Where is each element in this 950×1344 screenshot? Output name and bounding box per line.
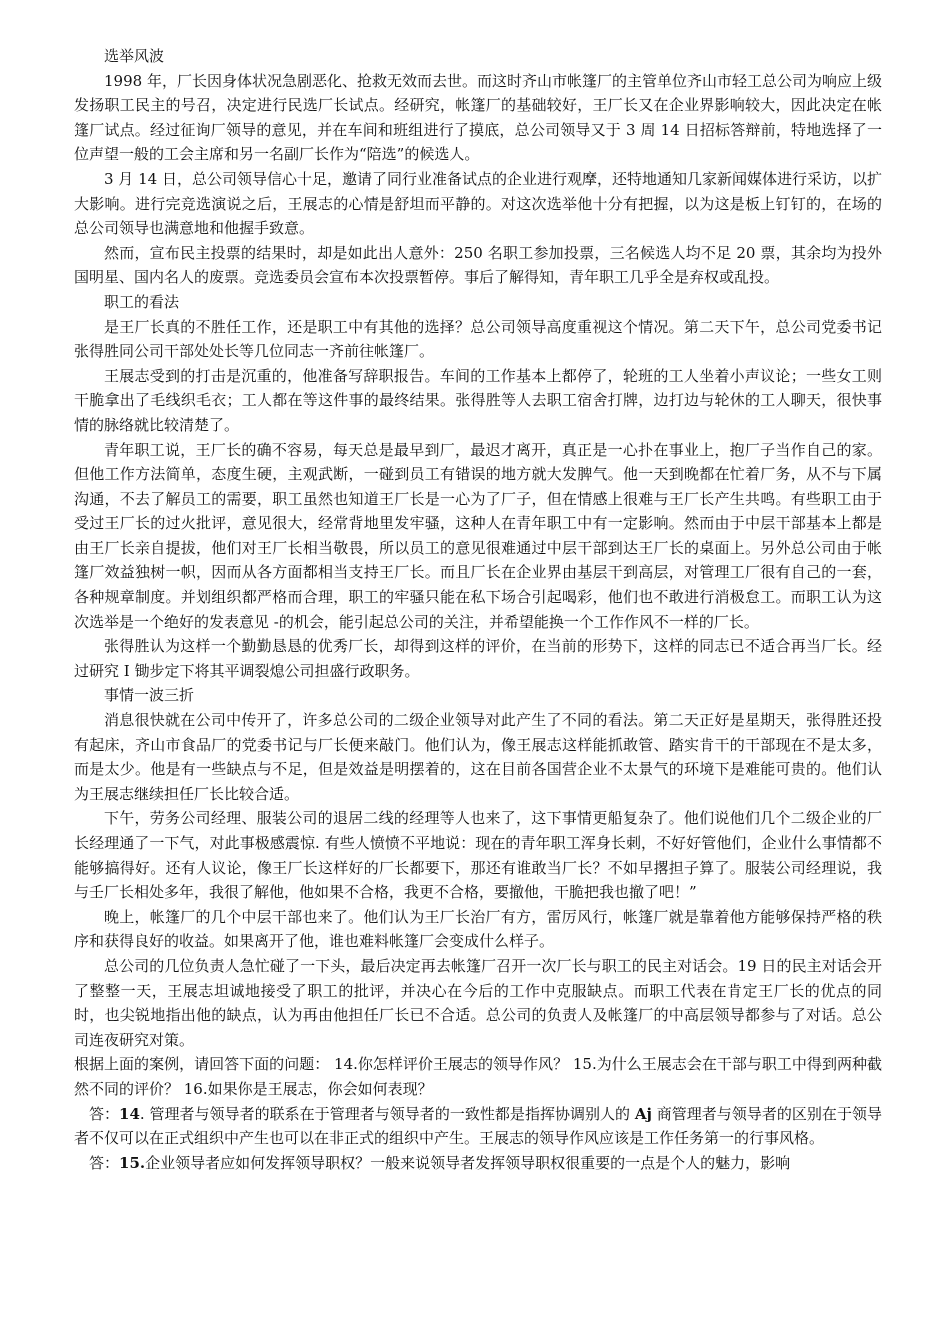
paragraph: 张得胜认为这样一个勤勤恳恳的优秀厂长，却得到这样的评价，在当前的形势下，这样的同志已不适合再当厂长。经过研究 I 锄步定下将其平调裂熄公司担盛行政职务。 <box>74 637 882 680</box>
paragraph: 王展志受到的打击是沉重的，他准备写辞职报告。车间的工作基本上都停了，轮班的工人坐着小声议论；一些女工则干脆拿出了毛线织毛衣；工人都在等这件事的最终结果。张得胜等人去职工宿舍打牌，边打边与轮休的工人聊天，很快事情的脉络就比较清楚了。 <box>74 366 882 434</box>
answer-bold-token: Aj <box>634 1104 652 1123</box>
paragraph: 总公司的几位负责人急忙碰了一下头，最后决定再去帐篷厂召开一次厂长与职工的民主对话会。19 日的民主对话会开了整整一天，王展志坦诚地接受了职工的批评，并决心在今后的工作中克服缺点。而职工代表在肯定王厂长的优点的同时，也尖锐地指出他的缺点，认为再由他担任厂长已不合适。总公司的负责人及帐篷厂的中高层领导都参与了对话。总公司连夜研究对策。 <box>74 956 882 1049</box>
paragraph: 青年职工说，王厂长的确不容易，每天总是最早到厂，最迟才离开，真正是一心扑在事业上，抱厂子当作自己的家。但他工作方法简单，态度生硬，主观武断，一碰到员工有错误的地方就大发脾气。他一天到晚都在忙着厂务，从不与下属沟通，不去了解员工的需要，职工虽然也知道王厂长是一心为了厂子，但在情感上很难与王厂长产生共鸣。有些职工由于受过王厂长的过火批评，意见很大，经常背地里发牢骚，这种人在青年职工中有一定影响。然而由于中层干部基本上都是由王厂长亲自提拔，他们对王厂长相当敬畏，所以员工的意见很难通过中层干部到达王厂长的桌面上。另外总公司由于帐篷厂效益独树一帜，因而从各方面都相当支持王厂长。而且厂长在企业界由基层干到高层，对管理工厂很有自己的一套，各种规章制度。并划组织都严格而合理，职工的牢骚只能在私下场合引起喝彩，他们也不敢进行消极怠工。而职工认为这次选举是一个绝好的发表意见 -的机会，能引起总公司的关注，并希望能换一个工作作风不一样的厂长。 <box>74 440 882 631</box>
paragraph: 是王厂长真的不胜任工作，还是职工中有其他的选择？总公司领导高度重视这个情况。第二天下午，总公司党委书记张得胜同公司干部处处长等几位同志一齐前往帐篷厂。 <box>74 317 882 361</box>
answer-15 <box>74 1151 882 1176</box>
section-title-staff-views: 职工的看法 <box>104 292 180 311</box>
answer-prefix: 答： <box>89 1153 120 1172</box>
answer-text: . 管理者与领导者的联系在于管理者与领导者的一致性都是指挥协调别人的 <box>139 1104 635 1123</box>
paragraph: 消息很快就在公司中传开了，许多总公司的二级企业领导对此产生了不同的看法。第二天正好是星期天，张得胜还投有起床，齐山市食品厂的党委书记与厂长便来敲门。他们认为，像王展志这样能抓敢管、踏实肯干的干部现在不是太多，而是太少。他是有一些缺点与不足，但是效益是明摆着的，这在目前各国营企业不太景气的环境下是难能可贵的。他们认为王展志继续担任厂长比较合适。 <box>74 711 882 803</box>
paragraph: 晚上，帐篷厂的几个中层干部也来了。他们认为王厂长治厂有方，雷厉风行，帐篷厂就是靠着他方能够保持严格的秩序和获得良好的收益。如果离开了他，谁也难料帐篷厂会变成什么样子。 <box>74 907 882 951</box>
answer-number: 15. <box>119 1153 146 1172</box>
document-page <box>74 44 882 1175</box>
section-title-election: 选举风波 <box>104 47 165 65</box>
answer-prefix: 答： <box>89 1104 120 1123</box>
answer-number: 14 <box>119 1104 140 1123</box>
answer-text: 企业领导者应如何发挥领导职权？一般来说领导者发挥领导职权很重要的一点是个人的魅力，影响 <box>145 1153 791 1172</box>
paragraph: 然而，宣布民主投票的结果时，却是如此出人意外：250 名职工参加投票，三名候选人均不足 20 票，其余均为投外国明星、国内名人的废票。竞选委员会宣布本次投票暂停。事后了解得知，青年职工几乎全是弃权或乱投。 <box>74 243 882 287</box>
section-title-twists: 事情一波三折 <box>104 686 195 705</box>
paragraph: 1998 年，厂长因身体状况急剧恶化、抢救无效而去世。而这时齐山市帐篷厂的主管单位齐山市轻工总公司为响应上级发扬职工民主的号召，决定进行民选厂长试点。经研究，帐篷厂的基础较好，王厂长又在企业界影响较大，因此决定在帐篷厂试点。经过征询厂领导的意见，并在车间和班组进行了摸底，总公司领导又于 3 周 14 日招标答辩前，特地选择了一位声望一般的工会主席和另一名副厂长作为“陪选”的候选人。 <box>74 71 882 164</box>
answer-14 <box>74 1102 882 1151</box>
questions-paragraph: 根据上面的案例，请回答下面的问题： 14.你怎样评价王展志的领导作风？ 15.为什么王展志会在干部与职工中得到两种截然不同的评价？ 16.如果你是王展志，你会如何表现？ <box>74 1055 882 1098</box>
answer-text: 商管理者与领导者的区别在于领导者不仅可以在正式组织中产生也可以在非正式的组织中产生。王展志的领导作风应该是工作任务第一的行事风格。 <box>74 1104 882 1148</box>
paragraph: 3 月 14 日，总公司领导信心十足，邀请了同行业准备试点的企业进行观摩，还特地通知几家新闻媒体进行采访，以扩大影响。进行完竞选演说之后，王展志的心情是舒坦而平静的。对这次选举他十分有把握，以为这是板上钉钉的，在场的总公司领导也满意地和他握手致意。 <box>74 169 882 238</box>
paragraph: 下午，劳务公司经理、服装公司的退居二线的经理等人也来了，这下事情更船复杂了。他们说他们几个二级企业的厂长经理通了一下气，对此事极感震惊. 有些人愤愤不平地说：现在的青年职工浑身长刺，不好好管他们，企业什么事情都不能够搞得好。还有人议论，像王厂长这样好的厂长都要下，那还有谁敢当厂长？不如早撂担子算了。服装公司经理说，我与壬厂长相处多年，我很了解他，他如果不合格，我更不合格，要撤他，干脆把我也撤了吧！” <box>74 809 882 902</box>
